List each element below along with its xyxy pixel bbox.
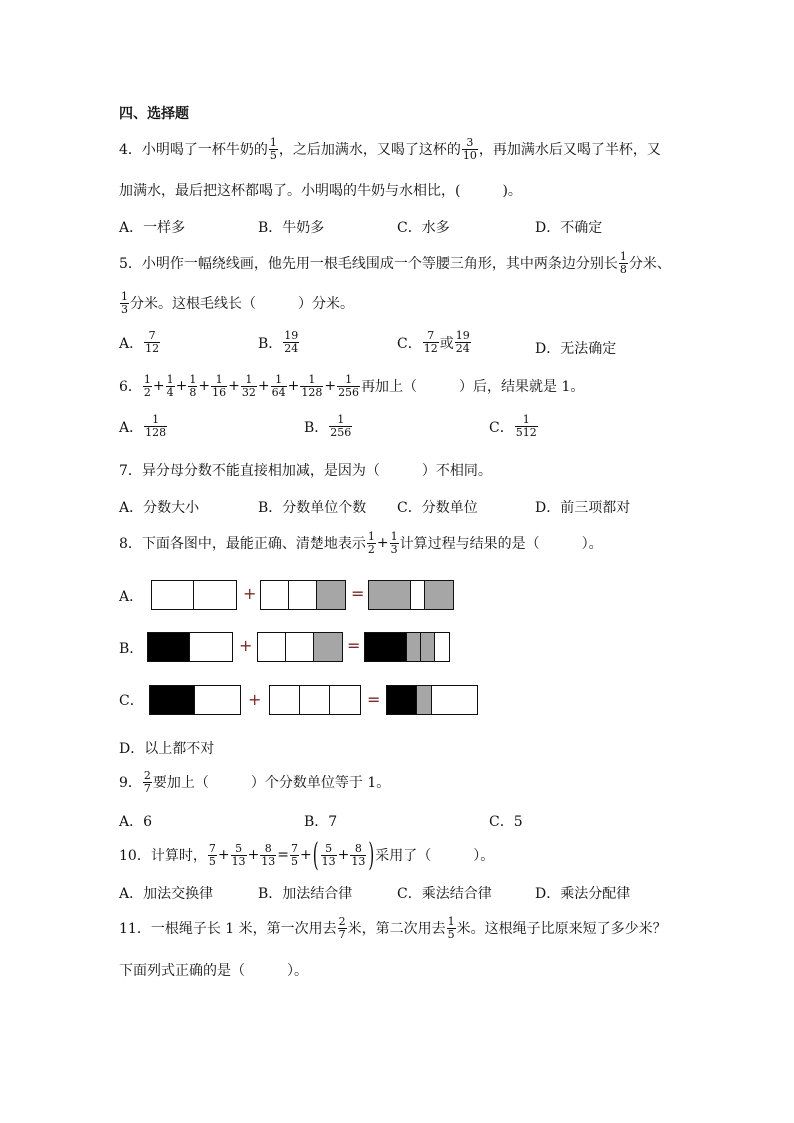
fraction: $\frac{1}{2}$ (143, 372, 151, 399)
fraction: $\frac{1}{8}$ (189, 372, 197, 399)
q4-option-c[interactable]: C．水多 (397, 220, 450, 236)
fraction: $\frac{1}{4}$ (166, 372, 174, 399)
equals-sign: = (347, 636, 361, 655)
q10-option-b[interactable]: B．加法结合律 (258, 886, 353, 902)
fraction: $\frac{7}{12}$ (423, 329, 438, 355)
question-6-line: 6． $\frac{1}{2}$ + $\frac{1}{4}$ + $\frac{1}{8}$ + $\frac{1}{16}$ + $\frac{1}{32}$ + $\frac{1}{64}$ + $\frac{1}{128}$ + $\frac{1}{256}$ 再加上（ ）后，结果就是 1。 (119, 372, 585, 399)
question-7-line: 7．异分母分数不能直接相加减，是因为（ ）不相同。 (119, 463, 492, 479)
q4-option-d[interactable]: D．不确定 (535, 220, 603, 236)
equals-sign: = (351, 584, 365, 603)
q8-option-c-label[interactable]: C． (119, 693, 144, 709)
bar-thirds (260, 580, 346, 610)
q9-option-b[interactable]: B．7 (304, 814, 338, 830)
q10-option-a[interactable]: A．加法交换律 (119, 886, 214, 902)
q8-option-d[interactable]: D．以上都不对 (119, 741, 215, 757)
fraction: $\frac{7}{5}$ (291, 841, 299, 868)
bar-thirds (269, 685, 361, 715)
fraction: $\frac{19}{24}$ (455, 329, 470, 355)
bar-result (364, 632, 450, 662)
q7-option-a[interactable]: A．分数大小 (119, 500, 200, 516)
question-5-line-1: 5．小明作一幅绕线画，他先用一根毛线围成一个等腰三角形，其中两条边分别长 $\frac{1}{8}$ 分米、 (119, 249, 671, 276)
q4-option-a[interactable]: A．一样多 (119, 220, 186, 236)
q9-option-c[interactable]: C．5 (489, 814, 523, 830)
question-11-line-1: 11．一根绳子长 1 米，第一次用去 $\frac{2}{7}$ 米，第二次用去 $\frac{1}{5}$ 米。这根绳子比原来短了多少米？ (119, 914, 667, 941)
fraction: $\frac{1}{16}$ (212, 372, 227, 399)
plus-sign: + (239, 636, 253, 655)
fraction: $\frac{1}{32}$ (241, 372, 256, 399)
fraction: $\frac{1}{2}$ (367, 529, 375, 556)
fraction: $\frac{5}{13}$ (321, 841, 336, 868)
question-4-line-2: 加满水，最后把这杯都喝了。小明喝的牛奶与水相比，( )。 (119, 183, 522, 199)
fraction: $\frac{1}{5}$ (269, 135, 277, 162)
fraction: $\frac{2}{7}$ (338, 914, 346, 941)
q6-option-a[interactable]: A． $\frac{1}{128}$ (119, 413, 167, 439)
fraction: $\frac{1}{256}$ (338, 372, 360, 399)
fraction: $\frac{8}{13}$ (261, 841, 276, 868)
q4-option-b[interactable]: B．牛奶多 (258, 220, 325, 236)
question-5-line-2: $\frac{1}{3}$ 分米。这根毛线长（ ）分米。 (121, 289, 354, 316)
fraction: $\frac{3}{10}$ (462, 135, 477, 162)
question-8-line: 8．下面各图中，最能正确、清楚地表示 $\frac{1}{2}$ + $\frac{1}{3}$ 计算过程与结果的是（ ）。 (119, 529, 603, 556)
q7-option-c[interactable]: C．分数单位 (397, 500, 478, 516)
plus-sign: + (243, 584, 257, 603)
fraction: $\frac{8}{13}$ (351, 841, 366, 868)
q7-option-d[interactable]: D．前三项都对 (535, 500, 631, 516)
fraction: $\frac{1}{256}$ (330, 413, 352, 439)
q6-option-c[interactable]: C． $\frac{1}{512}$ (489, 413, 537, 439)
fraction: $\frac{1}{128}$ (301, 372, 323, 399)
q5-option-d[interactable]: D．无法确定 (535, 341, 617, 357)
q5-option-b[interactable]: B． $\frac{19}{24}$ (258, 329, 299, 355)
question-4-line-1: 4．小明喝了一杯牛奶的 $\frac{1}{5}$ ，之后加满水，又喝了这杯的 $\frac{3}{10}$ ，再加满水后又喝了半杯，又 (119, 135, 661, 162)
q5-option-c[interactable]: C． $\frac{7}{12}$ 或 $\frac{19}{24}$ (397, 329, 470, 355)
equals-sign: = (367, 690, 381, 709)
question-10-line: 10．计算时， $\frac{7}{5}$ + $\frac{5}{13}$ + $\frac{8}{13}$ = $\frac{7}{5}$ + ( $\frac{5}{13}$ + $\frac{8}{13}$ ) 采用了（ ）。 (119, 836, 495, 874)
q8-option-b-label[interactable]: B． (119, 641, 144, 657)
bar-halves (151, 580, 237, 610)
fraction: $\frac{1}{5}$ (447, 914, 455, 941)
q10-option-c[interactable]: C．乘法结合律 (397, 886, 492, 902)
fraction: $\frac{2}{7}$ (143, 768, 151, 795)
bar-result (386, 685, 478, 715)
fraction: $\frac{7}{12}$ (145, 329, 160, 355)
q5-option-a[interactable]: A． $\frac{7}{12}$ (119, 329, 160, 355)
bar-halves (147, 632, 233, 662)
q6-option-b[interactable]: B． $\frac{1}{256}$ (304, 413, 352, 439)
q10-option-d[interactable]: D．乘法分配律 (535, 886, 631, 902)
q9-option-a[interactable]: A．6 (119, 814, 153, 830)
fraction: $\frac{7}{5}$ (208, 841, 216, 868)
fraction: $\frac{1}{512}$ (515, 413, 537, 439)
q8-option-a-label[interactable]: A． (119, 589, 144, 605)
bar-thirds (257, 632, 343, 662)
plus-sign: + (248, 690, 262, 709)
question-9-line: 9． $\frac{2}{7}$ 要加上（ ）个分数单位等于 1。 (119, 768, 391, 795)
bar-result (368, 580, 454, 610)
q7-option-b[interactable]: B．分数单位个数 (258, 500, 367, 516)
fraction: $\frac{1}{128}$ (145, 413, 167, 439)
fraction: $\frac{19}{24}$ (284, 329, 299, 355)
fraction: $\frac{1}{3}$ (121, 289, 128, 316)
question-11-line-2: 下面列式正确的是（ ）。 (119, 963, 308, 979)
fraction: $\frac{5}{13}$ (231, 841, 246, 868)
fraction: $\frac{1}{8}$ (619, 249, 627, 276)
bar-halves (149, 685, 241, 715)
fraction: $\frac{1}{64}$ (271, 372, 286, 399)
fraction: $\frac{1}{3}$ (390, 529, 398, 556)
section-title: 四、选择题 (119, 106, 189, 122)
